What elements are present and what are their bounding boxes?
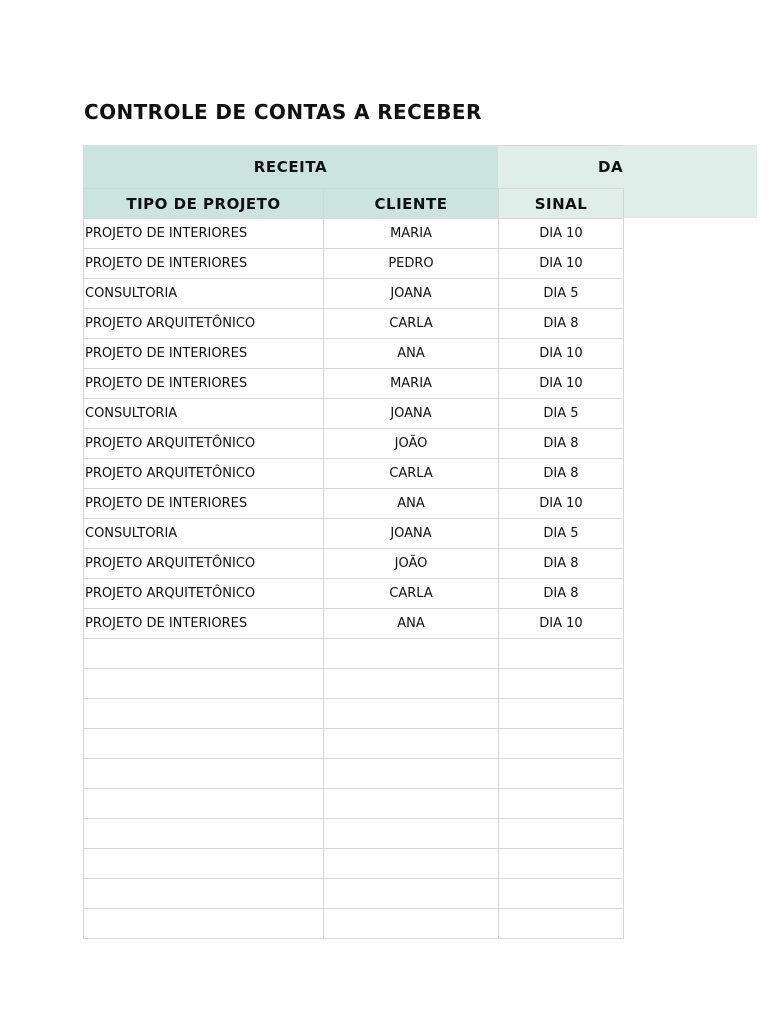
table-row <box>84 219 624 249</box>
table-row <box>84 249 624 279</box>
da-band-extension <box>623 188 757 218</box>
cell-sinal[interactable]: DIA 10 <box>499 609 624 639</box>
table-row <box>84 489 624 519</box>
cell-sinal[interactable]: DIA 5 <box>499 279 624 309</box>
cell-sinal[interactable] <box>499 729 624 759</box>
cell-tipo-de-projeto[interactable]: CONSULTORIA <box>84 279 324 309</box>
table-row <box>84 279 624 309</box>
cell-sinal[interactable] <box>499 849 624 879</box>
page-title: CONTROLE DE CONTAS A RECEBER <box>84 100 482 124</box>
cell-sinal[interactable] <box>499 759 624 789</box>
cell-tipo-de-projeto[interactable] <box>84 879 324 909</box>
cell-cliente[interactable] <box>324 819 499 849</box>
cell-sinal[interactable]: DIA 8 <box>499 579 624 609</box>
table-row <box>84 879 624 909</box>
column-header-tipo-de-projeto: TIPO DE PROJETO <box>84 189 324 219</box>
cell-sinal[interactable] <box>499 639 624 669</box>
cell-sinal[interactable]: DIA 8 <box>499 459 624 489</box>
cell-tipo-de-projeto[interactable]: PROJETO ARQUITETÔNICO <box>84 459 324 489</box>
table-row <box>84 369 624 399</box>
table-row <box>84 849 624 879</box>
cell-tipo-de-projeto[interactable]: PROJETO DE INTERIORES <box>84 339 324 369</box>
table-row <box>84 609 624 639</box>
cell-tipo-de-projeto[interactable]: CONSULTORIA <box>84 519 324 549</box>
cell-sinal[interactable]: DIA 10 <box>499 489 624 519</box>
cell-sinal[interactable]: DIA 5 <box>499 519 624 549</box>
cell-cliente[interactable] <box>324 699 499 729</box>
cell-sinal[interactable] <box>499 819 624 849</box>
cell-cliente[interactable] <box>324 879 499 909</box>
table-row <box>84 669 624 699</box>
cell-cliente[interactable]: JOANA <box>324 279 499 309</box>
band-divider <box>498 145 623 146</box>
cell-tipo-de-projeto[interactable]: PROJETO ARQUITETÔNICO <box>84 309 324 339</box>
cell-sinal[interactable] <box>499 909 624 939</box>
cell-cliente[interactable]: JOÃO <box>324 549 499 579</box>
table-row <box>84 909 624 939</box>
table-row <box>84 729 624 759</box>
table-row <box>84 429 624 459</box>
da-band-header: DA <box>498 145 757 188</box>
table-row <box>84 459 624 489</box>
cell-cliente[interactable]: JOÃO <box>324 429 499 459</box>
cell-tipo-de-projeto[interactable]: PROJETO ARQUITETÔNICO <box>84 429 324 459</box>
cell-tipo-de-projeto[interactable] <box>84 699 324 729</box>
table-row <box>84 819 624 849</box>
cell-cliente[interactable]: ANA <box>324 609 499 639</box>
cell-cliente[interactable] <box>324 729 499 759</box>
cell-tipo-de-projeto[interactable]: CONSULTORIA <box>84 399 324 429</box>
cell-sinal[interactable] <box>499 789 624 819</box>
cell-sinal[interactable] <box>499 879 624 909</box>
cell-tipo-de-projeto[interactable] <box>84 909 324 939</box>
cell-cliente[interactable]: MARIA <box>324 219 499 249</box>
cell-tipo-de-projeto[interactable]: PROJETO DE INTERIORES <box>84 219 324 249</box>
cell-sinal[interactable]: DIA 10 <box>499 249 624 279</box>
column-header-row <box>84 189 624 219</box>
cell-cliente[interactable]: ANA <box>324 489 499 519</box>
cell-cliente[interactable]: CARLA <box>324 579 499 609</box>
cell-sinal[interactable]: DIA 10 <box>499 369 624 399</box>
cell-tipo-de-projeto[interactable] <box>84 759 324 789</box>
cell-sinal[interactable] <box>499 669 624 699</box>
cell-cliente[interactable] <box>324 789 499 819</box>
table-row <box>84 519 624 549</box>
cell-tipo-de-projeto[interactable] <box>84 819 324 849</box>
cell-tipo-de-projeto[interactable] <box>84 729 324 759</box>
cell-tipo-de-projeto[interactable] <box>84 639 324 669</box>
column-header-cliente: CLIENTE <box>324 189 499 219</box>
cell-tipo-de-projeto[interactable]: PROJETO DE INTERIORES <box>84 489 324 519</box>
cell-sinal[interactable]: DIA 5 <box>499 399 624 429</box>
table-row <box>84 309 624 339</box>
receita-band-header: RECEITA <box>83 145 498 188</box>
cell-cliente[interactable] <box>324 909 499 939</box>
table-row <box>84 639 624 669</box>
cell-tipo-de-projeto[interactable]: PROJETO ARQUITETÔNICO <box>84 549 324 579</box>
cell-sinal[interactable] <box>499 699 624 729</box>
table-row <box>84 789 624 819</box>
cell-sinal[interactable]: DIA 8 <box>499 309 624 339</box>
cell-cliente[interactable] <box>324 669 499 699</box>
cell-cliente[interactable] <box>324 639 499 669</box>
cell-sinal[interactable]: DIA 8 <box>499 429 624 459</box>
table-row <box>84 579 624 609</box>
cell-tipo-de-projeto[interactable]: PROJETO DE INTERIORES <box>84 249 324 279</box>
cell-tipo-de-projeto[interactable] <box>84 789 324 819</box>
table-row <box>84 549 624 579</box>
table-row <box>84 339 624 369</box>
cell-cliente[interactable]: CARLA <box>324 309 499 339</box>
cell-tipo-de-projeto[interactable] <box>84 849 324 879</box>
cell-sinal[interactable]: DIA 8 <box>499 549 624 579</box>
cell-cliente[interactable] <box>324 849 499 879</box>
cell-cliente[interactable]: ANA <box>324 339 499 369</box>
cell-tipo-de-projeto[interactable] <box>84 669 324 699</box>
cell-sinal[interactable]: DIA 10 <box>499 339 624 369</box>
cell-tipo-de-projeto[interactable]: PROJETO DE INTERIORES <box>84 369 324 399</box>
column-header-sinal: SINAL <box>499 189 624 219</box>
table-row <box>84 399 624 429</box>
cell-tipo-de-projeto[interactable]: PROJETO DE INTERIORES <box>84 609 324 639</box>
cell-cliente[interactable]: CARLA <box>324 459 499 489</box>
cell-sinal[interactable]: DIA 10 <box>499 219 624 249</box>
cell-cliente[interactable]: JOANA <box>324 399 499 429</box>
cell-tipo-de-projeto[interactable]: PROJETO ARQUITETÔNICO <box>84 579 324 609</box>
receivables-table <box>83 188 624 939</box>
cell-cliente[interactable]: JOANA <box>324 519 499 549</box>
table-row <box>84 759 624 789</box>
table-row <box>84 699 624 729</box>
cell-cliente[interactable]: PEDRO <box>324 249 499 279</box>
cell-cliente[interactable] <box>324 759 499 789</box>
cell-cliente[interactable]: MARIA <box>324 369 499 399</box>
